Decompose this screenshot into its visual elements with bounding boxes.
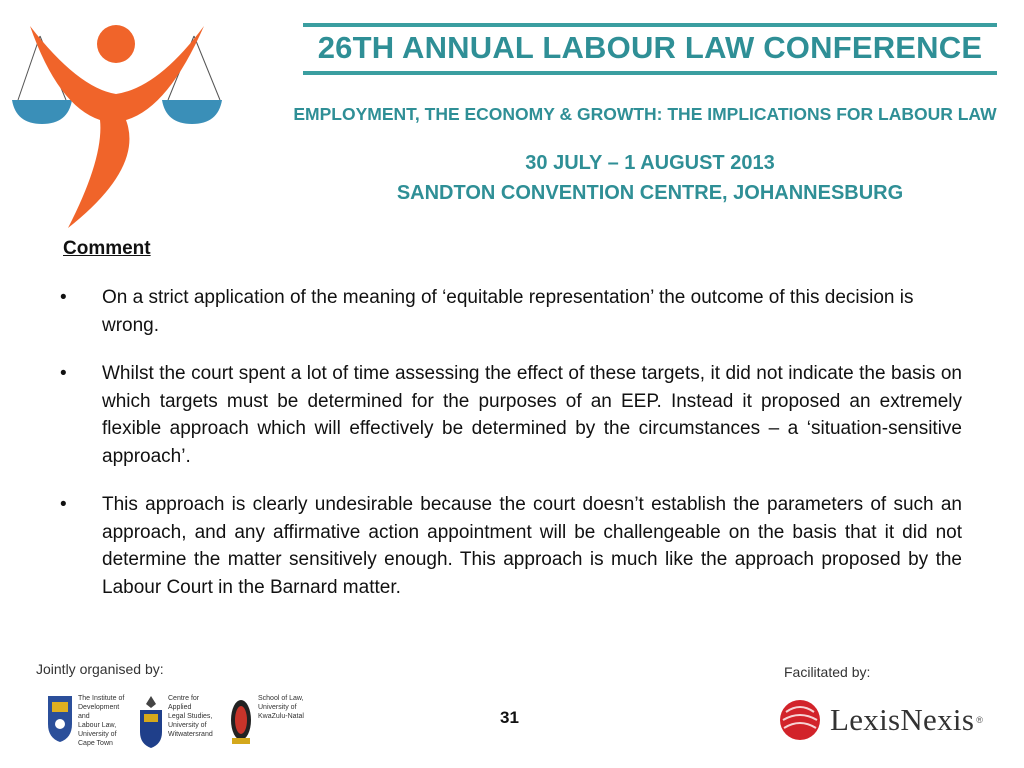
conference-logo [8, 8, 228, 233]
bullet-symbol: • [60, 363, 67, 384]
bullet-text: This approach is clearly undesirable because the court doesn’t establish the parameters of such an approach, and any affirmative action appointment will be challengeable on the basis that it did not determine the matter sensitively enough. This approach is much like the approach proposed by the Labour Court in the Barnard matter. [102, 494, 962, 598]
institution-ukzn-text: School of Law, University of KwaZulu-Natal [258, 695, 304, 720]
bullet-list [60, 284, 962, 622]
facilitated-by-label: Facilitated by: [784, 664, 871, 680]
conference-venue: SANDTON CONVENTION CENTRE, JOHANNESBURG [396, 182, 904, 204]
wits-crest-icon [138, 694, 164, 750]
lexisnexis-logo [778, 698, 983, 742]
conference-theme: EMPLOYMENT, THE ECONOMY & GROWTH: THE IMPLICATIONS FOR LABOUR LAW [293, 104, 997, 124]
uct-crest-icon [46, 694, 74, 744]
registered-mark: ® [976, 715, 983, 725]
ukzn-crest-icon [228, 694, 254, 750]
conference-title: 26TH ANNUAL LABOUR LAW CONFERENCE [317, 30, 983, 65]
bullet-symbol: • [60, 287, 67, 308]
institution-wits-text: Centre for Applied Legal Studies, University of Witwatersrand [168, 695, 213, 738]
bullet-text: Whilst the court spent a lot of time assessing the effect of these targets, it did not indicate the basis on which targets must be determined for the purposes of an EEP. Instead it proposed an extremely flexible approach which will effectively be determined by the circumstances – a ‘situation-sensitive approach’. [102, 363, 962, 467]
bullet-text: On a strict application of the meaning of ‘equitable representation’ the outcome of this decision is wrong. [102, 287, 914, 336]
institution-uct [46, 694, 130, 748]
page-number: 31 [500, 708, 519, 727]
lexisnexis-globe-icon [778, 698, 822, 742]
header-rule-bottom [303, 71, 997, 75]
institution-ukzn [228, 694, 310, 750]
bullet-item [60, 491, 962, 601]
conference-dates-venue [303, 148, 997, 208]
jointly-organised-label: Jointly organised by: [36, 661, 164, 677]
lexisnexis-wordmark: LexisNexis [830, 702, 975, 737]
institution-uct-text: The Institute of Development and Labour Law, University of Cape Town [78, 695, 125, 747]
bullet-item [60, 360, 962, 470]
bullet-symbol: • [60, 494, 67, 515]
bullet-item [60, 284, 962, 339]
conference-dates: 30 JULY – 1 AUGUST 2013 [525, 152, 775, 174]
slide-heading: Comment [63, 238, 151, 259]
institution-wits [138, 694, 220, 750]
header-rule-top [303, 23, 997, 27]
